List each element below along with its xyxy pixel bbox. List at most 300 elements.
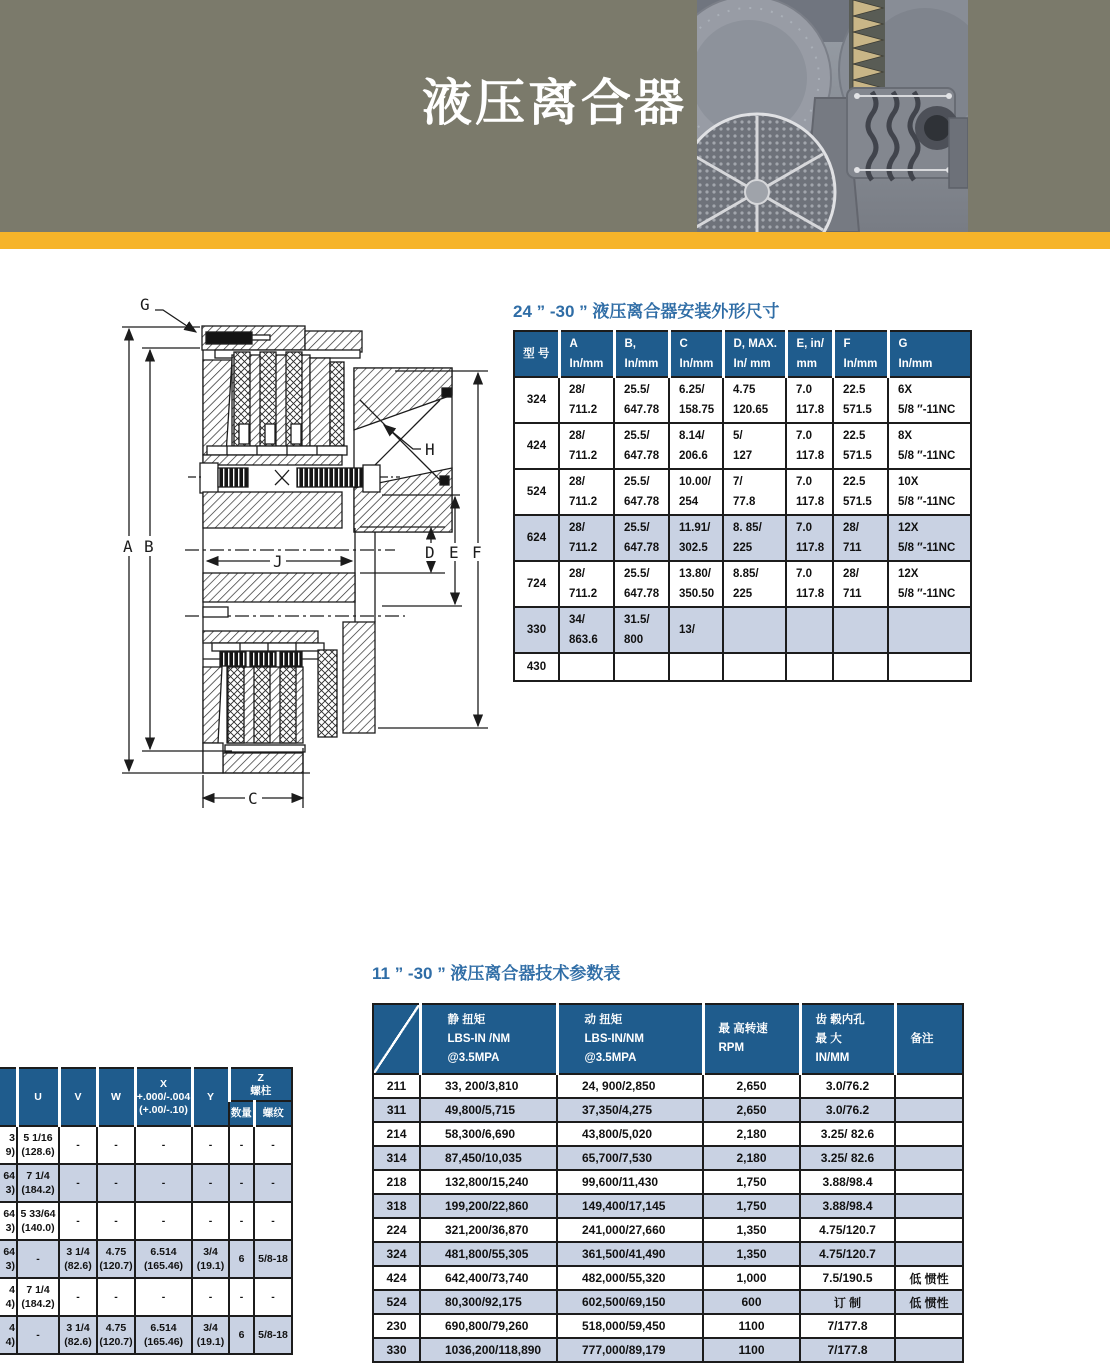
- dim-label-d: D: [425, 543, 435, 562]
- cell-line: 齿 毂内孔: [815, 1013, 865, 1026]
- cell-line: (120.7): [99, 1336, 133, 1348]
- cell-line: (184.2): [21, 1184, 55, 1196]
- cell-line: In/mm: [679, 358, 714, 370]
- dim-label-g: G: [140, 295, 150, 314]
- model-cell: 324: [373, 1242, 420, 1266]
- static-cell: 33, 200/3,810: [420, 1074, 557, 1098]
- bell-housing: [354, 368, 452, 532]
- rpm-cell: 1100: [703, 1314, 800, 1338]
- note-cell: [895, 1146, 963, 1170]
- note-cell: [895, 1122, 963, 1146]
- cell-line: 备注: [910, 1032, 934, 1045]
- cropped-cell: [0, 1316, 17, 1354]
- cell-line: -: [36, 1253, 40, 1265]
- dim-cell: [833, 423, 888, 469]
- cell-line: 7.0: [796, 430, 812, 442]
- cell-line: 7 1/4: [26, 1284, 50, 1296]
- static-cell: 1036,200/118,890: [420, 1338, 557, 1362]
- cell-line: 7.0: [796, 384, 812, 396]
- dim-cell: [559, 653, 614, 681]
- cell-line: 31.5/: [624, 614, 650, 626]
- table-row: [514, 469, 971, 515]
- cell-line: 型 号: [523, 348, 550, 360]
- cell-line: 7.0: [796, 522, 812, 534]
- cell-line: 8.85/: [733, 568, 759, 580]
- cell-line: LBS-IN /NM: [447, 1032, 511, 1045]
- dynamic-cell: 149,400/17,145: [557, 1194, 703, 1218]
- cell-line: A: [569, 338, 578, 350]
- model-cell: 430: [514, 653, 559, 681]
- stud-cell: [135, 1316, 192, 1354]
- column-header: [895, 1004, 963, 1074]
- cell-line: In/ mm: [733, 358, 771, 370]
- sub-column-header: [254, 1101, 292, 1126]
- dim-cell: [786, 423, 833, 469]
- cell-line: 34/: [569, 614, 585, 626]
- cell-line: 6: [238, 1329, 245, 1341]
- dim-cell: [559, 469, 614, 515]
- stud-cell: [229, 1278, 254, 1316]
- bore-cell: 3.0/76.2: [800, 1074, 895, 1098]
- bore-cell: 3.25/ 82.6: [800, 1146, 895, 1170]
- stud-cell: [229, 1316, 254, 1354]
- cell-line: 28/: [843, 568, 859, 580]
- cell-line: 螺柱: [250, 1084, 272, 1097]
- cell-line: -: [208, 1139, 213, 1151]
- cell-line: 120.65: [733, 404, 769, 416]
- cell-line: Y: [206, 1090, 214, 1103]
- cell-line: 13/: [679, 624, 695, 636]
- page-title: 液压离合器: [422, 75, 687, 131]
- header-row: [514, 331, 971, 377]
- table-row: [373, 1074, 963, 1098]
- stud-cell: [59, 1202, 97, 1240]
- dim-cell: [888, 653, 971, 681]
- cell-line: D, MAX.: [733, 338, 777, 350]
- header-row: [0, 1068, 292, 1101]
- table-row: [373, 1242, 963, 1266]
- stud-cell: [17, 1126, 59, 1164]
- cell-line: 25.5/: [624, 476, 650, 488]
- dim-label-b: B: [144, 537, 154, 556]
- cell-line: 10X: [898, 476, 919, 488]
- rpm-cell: 1,350: [703, 1242, 800, 1266]
- stud-cell: [97, 1240, 135, 1278]
- cropped-cell: [0, 1278, 17, 1316]
- cell-line: @3.5MPA: [447, 1051, 500, 1064]
- dim-cell: [888, 561, 971, 607]
- dim-cell: [833, 607, 888, 653]
- model-cell: 330: [373, 1338, 420, 1362]
- cell-line: (82.6): [64, 1336, 92, 1348]
- cell-line: -: [239, 1177, 244, 1189]
- clutch-cross-section-drawing: [115, 288, 490, 818]
- cell-line: 647.78: [624, 496, 660, 508]
- cell-line: 螺纹: [262, 1107, 284, 1119]
- cell-line: 动 扭矩: [584, 1013, 623, 1026]
- dynamic-cell: 777,000/89,179: [557, 1338, 703, 1362]
- column-header: [192, 1068, 229, 1126]
- cell-line: 6.514: [150, 1246, 177, 1258]
- hub-bolt: [188, 463, 400, 493]
- dim-cell: [614, 653, 669, 681]
- cell-line: @3.5MPA: [584, 1051, 637, 1064]
- cell-line: 647.78: [624, 588, 660, 600]
- cell-line: 863.6: [569, 634, 598, 646]
- model-cell: 624: [514, 515, 559, 561]
- dim-cell: [833, 469, 888, 515]
- table-row: [514, 377, 971, 423]
- cell-line: (19.1): [196, 1260, 225, 1272]
- dim-cell: [723, 469, 786, 515]
- stud-cell: [17, 1278, 59, 1316]
- table-row: [373, 1290, 963, 1314]
- table-row: [514, 515, 971, 561]
- stud-cell: [59, 1278, 97, 1316]
- rpm-cell: 1,350: [703, 1218, 800, 1242]
- cell-line: 117.8: [796, 450, 825, 462]
- model-cell: 324: [514, 377, 559, 423]
- rpm-cell: 1,750: [703, 1194, 800, 1218]
- cell-line: 4): [5, 1336, 15, 1348]
- cell-line: -: [161, 1215, 166, 1227]
- cell-line: -: [239, 1291, 244, 1303]
- dim-cell: [723, 423, 786, 469]
- dim-cell: [888, 469, 971, 515]
- stud-cell: [135, 1278, 192, 1316]
- cell-line: E, in/: [796, 338, 824, 350]
- cell-line: -: [239, 1139, 244, 1151]
- dim-cell: [888, 515, 971, 561]
- model-cell: 214: [373, 1122, 420, 1146]
- static-cell: 58,300/6,690: [420, 1122, 557, 1146]
- model-cell: 311: [373, 1098, 420, 1122]
- dim-cell: [833, 653, 888, 681]
- cell-line: RPM: [718, 1042, 745, 1054]
- dim-label-c: C: [248, 789, 258, 808]
- cell-line: 117.8: [796, 404, 825, 416]
- cell-line: 5/8 ″-11NC: [898, 542, 956, 554]
- dimension-table-title: 24 ” -30 ” 液压离合器安装外形尺寸: [513, 302, 780, 321]
- cell-line: 3/4: [203, 1322, 218, 1334]
- dim-cell: [786, 515, 833, 561]
- dimension-table-wrap: [513, 330, 972, 682]
- stud-cell: [59, 1240, 97, 1278]
- stud-cell: [97, 1126, 135, 1164]
- cell-line: 5/8 ″-11NC: [898, 496, 956, 508]
- stud-cell: [192, 1126, 229, 1164]
- cell-line: 10.00/: [679, 476, 711, 488]
- column-header: [786, 331, 833, 377]
- dim-cell: [559, 607, 614, 653]
- dim-cell: [723, 561, 786, 607]
- cell-line: 5/8 ″-11NC: [898, 404, 956, 416]
- dim-cell: [786, 653, 833, 681]
- note-cell: 低 惯性: [895, 1290, 963, 1314]
- cell-line: 22.5: [843, 430, 866, 442]
- dim-cell: [669, 607, 723, 653]
- cell-line: IN/MM: [815, 1051, 850, 1064]
- model-cell: 211: [373, 1074, 420, 1098]
- dynamic-cell: 518,000/59,450: [557, 1314, 703, 1338]
- cell-line: 77.8: [733, 496, 756, 508]
- cell-line: 最 大: [815, 1032, 842, 1045]
- dim-cell: [723, 377, 786, 423]
- cell-line: 711: [843, 542, 862, 554]
- cell-line: -: [239, 1215, 244, 1227]
- dim-cell: [786, 607, 833, 653]
- table-row: [373, 1218, 963, 1242]
- dim-cell: [723, 653, 786, 681]
- cell-line: 647.78: [624, 450, 660, 462]
- table-row: [0, 1164, 292, 1202]
- rpm-cell: 2,650: [703, 1098, 800, 1122]
- cell-line: 117.8: [796, 542, 825, 554]
- cell-line: -: [271, 1139, 275, 1151]
- cell-line: 350.50: [679, 588, 715, 600]
- column-header: [614, 331, 669, 377]
- cell-line: 3): [5, 1184, 15, 1196]
- dim-cell: [786, 469, 833, 515]
- static-cell: 321,200/36,870: [420, 1218, 557, 1242]
- table-row: [0, 1126, 292, 1164]
- cell-line: -: [161, 1291, 166, 1303]
- cell-line: V: [74, 1090, 82, 1103]
- dim-cell: [669, 377, 723, 423]
- dim-label-e: E: [449, 543, 459, 562]
- stud-cell: [59, 1316, 97, 1354]
- cell-line: 571.5: [843, 450, 872, 462]
- stud-cell: [17, 1202, 59, 1240]
- dim-cell: [614, 469, 669, 515]
- dim-cell: [614, 423, 669, 469]
- column-header: [557, 1004, 703, 1074]
- sub-column-header: [229, 1101, 254, 1126]
- rpm-cell: 2,180: [703, 1122, 800, 1146]
- dim-cell: [669, 469, 723, 515]
- cell-line: U: [34, 1090, 42, 1103]
- dim-cell: [833, 377, 888, 423]
- dim-cell: [888, 607, 971, 653]
- stud-cell: [192, 1278, 229, 1316]
- cell-line: -: [208, 1291, 213, 1303]
- cell-line: 206.6: [679, 450, 708, 462]
- dim-cell: [723, 515, 786, 561]
- accent-bar: [0, 232, 1110, 249]
- static-cell: 199,200/22,860: [420, 1194, 557, 1218]
- cell-line: 302.5: [679, 542, 708, 554]
- column-header: [833, 331, 888, 377]
- note-cell: [895, 1242, 963, 1266]
- cell-line: Z: [257, 1071, 264, 1084]
- cell-line: 28/: [569, 476, 585, 488]
- table-row: [373, 1314, 963, 1338]
- static-cell: 481,800/55,305: [420, 1242, 557, 1266]
- stud-cell: [59, 1164, 97, 1202]
- table-row: [373, 1266, 963, 1290]
- stud-table-wrap: [0, 1067, 293, 1355]
- dim-cell: [614, 377, 669, 423]
- cell-line: 9): [5, 1146, 15, 1158]
- bore-cell: 订 制: [800, 1290, 895, 1314]
- cell-line: 4): [5, 1298, 15, 1310]
- dynamic-cell: 65,700/7,530: [557, 1146, 703, 1170]
- column-header: [669, 331, 723, 377]
- stud-group-header: [229, 1068, 292, 1101]
- note-cell: [895, 1170, 963, 1194]
- model-cell: 224: [373, 1218, 420, 1242]
- cell-line: -: [208, 1177, 213, 1189]
- static-cell: 87,450/10,035: [420, 1146, 557, 1170]
- cell-line: 117.8: [796, 496, 825, 508]
- dynamic-cell: 482,000/55,320: [557, 1266, 703, 1290]
- rpm-cell: 2,180: [703, 1146, 800, 1170]
- cell-line: 5 1/16: [23, 1132, 53, 1144]
- dim-cell: [786, 561, 833, 607]
- tech-table-title: 11 ” -30 ” 液压离合器技术参数表: [372, 964, 621, 983]
- table-row: [0, 1202, 292, 1240]
- cell-line: 25.5/: [624, 430, 650, 442]
- stud-cell: [97, 1164, 135, 1202]
- cell-line: -: [36, 1329, 40, 1341]
- tech-table: [372, 1003, 964, 1363]
- column-header: [420, 1004, 557, 1074]
- cell-line: 3): [5, 1260, 15, 1272]
- stud-cell: [135, 1202, 192, 1240]
- stud-cell: [17, 1164, 59, 1202]
- cell-line: (165.46): [143, 1336, 184, 1348]
- static-cell: 642,400/73,740: [420, 1266, 557, 1290]
- cell-line: (128.6): [21, 1146, 55, 1158]
- cropped-cell: [0, 1126, 17, 1164]
- cell-line: 4.75: [105, 1246, 127, 1258]
- cell-line: 800: [624, 634, 644, 646]
- stud-cell: [97, 1278, 135, 1316]
- cell-line: -: [76, 1215, 80, 1227]
- model-cell: 330: [514, 607, 559, 653]
- stud-cell: [254, 1126, 292, 1164]
- table-row: [373, 1122, 963, 1146]
- dim-cell: [669, 561, 723, 607]
- stud-cell: [135, 1164, 192, 1202]
- cell-line: mm: [796, 358, 817, 370]
- cell-line: 711.2: [569, 450, 598, 462]
- stud-cell: [17, 1316, 59, 1354]
- bore-cell: 4.75/120.7: [800, 1242, 895, 1266]
- cell-line: 5/8 ″-11NC: [898, 588, 956, 600]
- cell-line: (140.0): [21, 1222, 55, 1234]
- stud-cell: [254, 1240, 292, 1278]
- dim-cell: [723, 607, 786, 653]
- static-cell: 49,800/5,715: [420, 1098, 557, 1122]
- cell-line: 647.78: [624, 542, 660, 554]
- cell-line: 225: [733, 588, 753, 600]
- note-cell: 低 惯性: [895, 1266, 963, 1290]
- cell-line: 25.5/: [624, 568, 650, 580]
- dim-cell: [833, 561, 888, 607]
- cell-line: 4.75: [733, 384, 756, 396]
- table-row: [373, 1194, 963, 1218]
- column-header: [17, 1068, 59, 1126]
- cell-line: 5/8-18: [258, 1253, 288, 1265]
- cell-line: 117.8: [796, 588, 825, 600]
- dynamic-cell: 602,500/69,150: [557, 1290, 703, 1314]
- column-header: [59, 1068, 97, 1126]
- stud-cell: [97, 1202, 135, 1240]
- table-row: [0, 1278, 292, 1316]
- cell-line: -: [114, 1177, 118, 1189]
- stud-cell: [229, 1164, 254, 1202]
- cell-line: LBS-IN/NM: [584, 1032, 644, 1045]
- cell-line: 7/: [733, 476, 743, 488]
- cell-line: 11.91/: [679, 522, 711, 534]
- cell-line: 静 扭矩: [447, 1013, 486, 1026]
- rpm-cell: 1,750: [703, 1170, 800, 1194]
- cell-line: 25.5/: [624, 384, 650, 396]
- model-cell: 230: [373, 1314, 420, 1338]
- cell-line: 8.14/: [679, 430, 705, 442]
- table-row: [373, 1338, 963, 1362]
- stud-cell: [59, 1126, 97, 1164]
- dim-cell: [614, 607, 669, 653]
- model-cell: 318: [373, 1194, 420, 1218]
- table-row: [514, 607, 971, 653]
- dim-cell: [833, 515, 888, 561]
- stud-cell: [229, 1202, 254, 1240]
- cell-line: 12X: [898, 568, 919, 580]
- cell-line: 4: [9, 1322, 15, 1334]
- cell-line: 3): [5, 1222, 15, 1234]
- cell-line: (184.2): [21, 1298, 55, 1310]
- model-cell: 524: [373, 1290, 420, 1314]
- bore-cell: 3.88/98.4: [800, 1170, 895, 1194]
- cell-line: In/mm: [569, 358, 604, 370]
- table-row: [514, 653, 971, 681]
- dim-cell: [786, 377, 833, 423]
- dynamic-cell: 361,500/41,490: [557, 1242, 703, 1266]
- cell-line: 64: [3, 1170, 15, 1182]
- stud-cell: [135, 1126, 192, 1164]
- table-row: [373, 1170, 963, 1194]
- bore-cell: 7/177.8: [800, 1314, 895, 1338]
- stud-cell: [229, 1126, 254, 1164]
- cell-line: 25.5/: [624, 522, 650, 534]
- stud-cell: [192, 1164, 229, 1202]
- cell-line: -: [114, 1215, 118, 1227]
- column-header: [559, 331, 614, 377]
- cell-line: 3/4: [203, 1246, 218, 1258]
- cell-line: +.000/-.004: [136, 1090, 191, 1103]
- cell-line: 7.0: [796, 476, 812, 488]
- dim-label-f: F: [472, 543, 482, 562]
- cell-line: 28/: [569, 522, 585, 534]
- cell-line: 5 33/64: [20, 1208, 56, 1220]
- cell-line: 64: [3, 1246, 15, 1258]
- cell-line: 7 1/4: [26, 1170, 50, 1182]
- dim-cell: [888, 377, 971, 423]
- cell-line: X: [159, 1077, 167, 1090]
- cell-line: 7.0: [796, 568, 812, 580]
- cell-line: 8. 85/: [733, 522, 762, 534]
- cell-line: W: [111, 1090, 121, 1103]
- cell-line: 数量: [230, 1107, 252, 1119]
- static-cell: 80,300/92,175: [420, 1290, 557, 1314]
- dim-cell: [888, 423, 971, 469]
- note-cell: [895, 1338, 963, 1362]
- model-cell: 314: [373, 1146, 420, 1170]
- cell-line: -: [76, 1139, 80, 1151]
- cell-line: 571.5: [843, 496, 872, 508]
